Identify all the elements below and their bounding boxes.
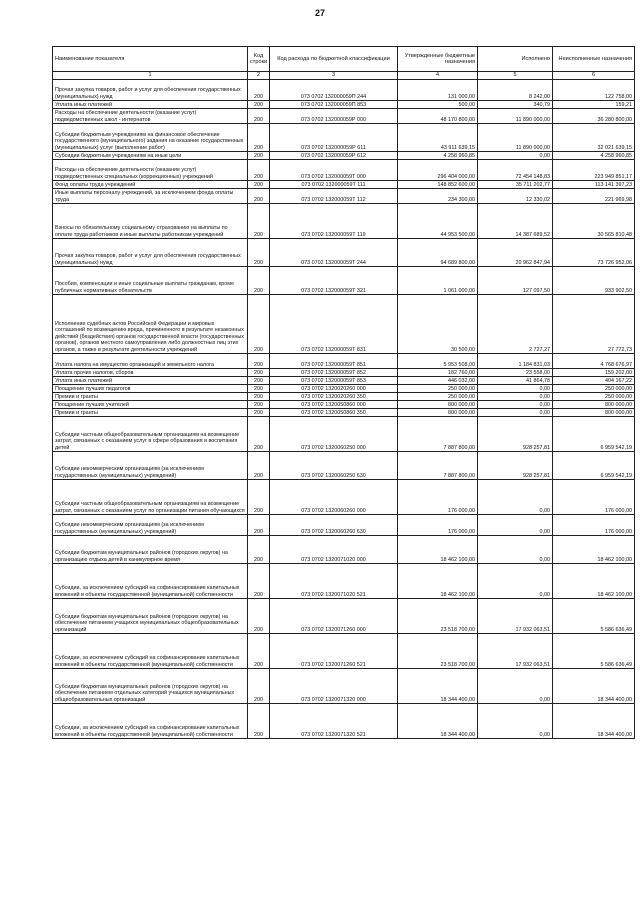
row-remaining: 18 344 400,00 xyxy=(553,704,635,739)
row-budget-code: 073 0702 1320071260 000 xyxy=(270,599,398,634)
row-budget-code: 073 0702 1320071020 000 xyxy=(270,536,398,564)
row-line-code: 200 xyxy=(248,704,270,739)
row-executed: 12 330,02 xyxy=(478,189,553,204)
row-executed: 20 962 847,94 xyxy=(478,239,553,267)
table-row xyxy=(53,181,635,189)
row-indicator-name: Поощрение лучших педагогов xyxy=(53,385,248,393)
row-line-code: 200 xyxy=(248,480,270,515)
table-row xyxy=(53,204,635,239)
header-row xyxy=(53,47,635,72)
header-line-code: Код строки xyxy=(248,47,270,72)
row-approved: 500,00 xyxy=(398,101,478,109)
row-budget-code: 073 0702 132000059Р 000 xyxy=(270,109,398,124)
row-indicator-name: Субсидии, за исключением субсидий на софинансирование капитальных вложений в объекты государственной (муниципальной) собственности xyxy=(53,634,248,669)
row-indicator-name: Субсидии бюджетам муниципальных районов (городских округов) на организацию отдыха детей в каникулярное время xyxy=(53,536,248,564)
row-executed: 127 097,50 xyxy=(478,267,553,295)
row-executed: 0,00 xyxy=(478,409,553,417)
row-budget-code: 073 0702 1320050860 000 xyxy=(270,401,398,409)
row-remaining: 5 586 636,49 xyxy=(553,599,635,634)
table-row xyxy=(53,536,635,564)
row-remaining: 32 021 639,15 xyxy=(553,124,635,152)
header-approved: Утвержденные бюджетные назначения xyxy=(398,47,478,72)
row-approved: 18 344 400,00 xyxy=(398,669,478,704)
row-executed: 2 727,27 xyxy=(478,295,553,354)
row-approved: 44 953 500,00 xyxy=(398,204,478,239)
row-executed: 17 932 063,51 xyxy=(478,599,553,634)
row-executed: 72 454 148,83 xyxy=(478,160,553,181)
row-approved: 176 000,00 xyxy=(398,480,478,515)
row-executed: 0,00 xyxy=(478,564,553,599)
row-indicator-name: Субсидии некоммерческим организациям (за исключением государственных (муниципальных) учреждений) xyxy=(53,515,248,536)
row-approved: 5 953 508,00 xyxy=(398,354,478,369)
row-approved: 234 300,00 xyxy=(398,189,478,204)
row-approved: 94 689 800,00 xyxy=(398,239,478,267)
row-remaining: 5 586 636,49 xyxy=(553,634,635,669)
row-budget-code: 073 0702 1320071020 521 xyxy=(270,564,398,599)
row-remaining: 250 000,00 xyxy=(553,385,635,393)
row-approved: 296 404 000,00 xyxy=(398,160,478,181)
row-remaining: 73 726 952,06 xyxy=(553,239,635,267)
row-indicator-name: Уплата налога на имущество организаций и земельного налога xyxy=(53,354,248,369)
row-executed: 928 257,81 xyxy=(478,452,553,480)
row-approved: 23 518 700,00 xyxy=(398,599,478,634)
row-indicator-name: Иные выплаты персоналу учреждений, за исключением фонда оплаты труда xyxy=(53,189,248,204)
row-line-code: 200 xyxy=(248,109,270,124)
row-line-code: 200 xyxy=(248,124,270,152)
table-row xyxy=(53,354,635,369)
row-remaining: 176 000,00 xyxy=(553,480,635,515)
row-executed: 928 257,81 xyxy=(478,417,553,452)
row-indicator-name: Расходы на обеспечение деятельности (оказание услуг) подведомственных специальных (коррекционных) учреждений xyxy=(53,160,248,181)
row-line-code: 200 xyxy=(248,369,270,377)
row-approved: 18 462 100,00 xyxy=(398,564,478,599)
row-indicator-name: Премии и гранты xyxy=(53,393,248,401)
table-row xyxy=(53,295,635,354)
row-indicator-name: Прочая закупка товаров, работ и услуг для обеспечения государственных (муниципальных) нужд xyxy=(53,239,248,267)
table-row xyxy=(53,515,635,536)
row-line-code: 200 xyxy=(248,160,270,181)
column-number: 1 xyxy=(53,72,248,80)
table-row xyxy=(53,393,635,401)
row-executed: 0,00 xyxy=(478,401,553,409)
row-approved: 800 000,00 xyxy=(398,401,478,409)
table-row xyxy=(53,669,635,704)
row-budget-code: 073 0702 132000059Т 112 xyxy=(270,189,398,204)
row-executed: 0,00 xyxy=(478,480,553,515)
row-budget-code: 073 0702 132000059Р 612 xyxy=(270,152,398,160)
row-remaining: 800 000,00 xyxy=(553,401,635,409)
row-line-code: 200 xyxy=(248,393,270,401)
row-approved: 48 170 800,00 xyxy=(398,109,478,124)
row-remaining: 30 565 810,48 xyxy=(553,204,635,239)
row-remaining: 36 280 800,00 xyxy=(553,109,635,124)
row-remaining: 18 344 400,00 xyxy=(553,669,635,704)
column-number: 3 xyxy=(270,72,398,80)
row-remaining: 223 949 851,17 xyxy=(553,160,635,181)
row-indicator-name: Субсидии, за исключением субсидий на софинансирование капитальных вложений в объекты государственной (муниципальной) собственности xyxy=(53,564,248,599)
row-budget-code: 073 0702 1320071320 000 xyxy=(270,669,398,704)
row-indicator-name: Исполнение судебных актов Российской Федерации и мировых соглашений по возмещению вреда, причиненного в результате незаконных действий (бездействия) органов государственной власти (государственных органов), органов местного самоуправления либо должностных лиц этих органов, а также в результате деятельности учреждений xyxy=(53,295,248,354)
row-budget-code: 073 0702 1320071260 521 xyxy=(270,634,398,669)
table-row xyxy=(53,704,635,739)
row-approved: 800 000,00 xyxy=(398,409,478,417)
row-indicator-name: Уплата прочих налогов, сборов xyxy=(53,369,248,377)
row-indicator-name: Пособия, компенсации и иные социальные выплаты гражданам, кроме публичных нормативных обязательств xyxy=(53,267,248,295)
budget-execution-table xyxy=(52,46,635,739)
row-budget-code: 073 0702 132000059Т 244 xyxy=(270,239,398,267)
row-indicator-name: Субсидии бюджетам муниципальных районов (городских округов) на обеспечение питанием отдельных категорий учащихся муниципальных общеобразовательных организаций xyxy=(53,669,248,704)
row-indicator-name: Субсидии, за исключением субсидий на софинансирование капитальных вложений в объекты государственной (муниципальной) собственности xyxy=(53,704,248,739)
row-line-code: 200 xyxy=(248,669,270,704)
row-indicator-name: Взносы по обязательному социальному страхованию на выплаты по оплате труда работников и иные выплаты работникам учреждений xyxy=(53,204,248,239)
row-remaining: 800 000,00 xyxy=(553,409,635,417)
row-remaining: 250 000,00 xyxy=(553,393,635,401)
row-line-code: 200 xyxy=(248,295,270,354)
row-budget-code: 073 0702 132000059Т 119 xyxy=(270,204,398,239)
row-executed: 0,00 xyxy=(478,385,553,393)
table-row xyxy=(53,599,635,634)
row-indicator-name: Прочая закупка товаров, работ и услуг для обеспечения государственных (муниципальных) нужд xyxy=(53,80,248,101)
row-executed: 0,00 xyxy=(478,152,553,160)
row-approved: 182 760,00 xyxy=(398,369,478,377)
table-row xyxy=(53,417,635,452)
table-row xyxy=(53,160,635,181)
page-number: 27 xyxy=(314,8,325,18)
row-budget-code: 073 0702 1320071320 521 xyxy=(270,704,398,739)
table-row xyxy=(53,189,635,204)
row-line-code: 200 xyxy=(248,377,270,385)
row-budget-code: 073 0702 1320060250 000 xyxy=(270,417,398,452)
row-indicator-name: Фонд оплаты труда учреждений xyxy=(53,181,248,189)
header-indicator-name: Наименование показателя xyxy=(53,47,248,72)
table-row xyxy=(53,152,635,160)
table-row xyxy=(53,109,635,124)
row-executed: 35 711 202,77 xyxy=(478,181,553,189)
row-line-code: 200 xyxy=(248,239,270,267)
header-executed: Исполнено xyxy=(478,47,553,72)
row-budget-code: 073 0702 132000059Т 831 xyxy=(270,295,398,354)
row-approved: 446 032,00 xyxy=(398,377,478,385)
row-executed: 17 932 063,51 xyxy=(478,634,553,669)
table-row xyxy=(53,401,635,409)
row-approved: 4 258 960,85 xyxy=(398,152,478,160)
table-row xyxy=(53,480,635,515)
row-approved: 7 887 800,00 xyxy=(398,417,478,452)
column-number: 4 xyxy=(398,72,478,80)
row-approved: 148 852 600,00 xyxy=(398,181,478,189)
row-budget-code: 073 0702 132000059Т 000 xyxy=(270,160,398,181)
row-indicator-name: Субсидии бюджетным учреждениям на иные цели xyxy=(53,152,248,160)
table-row xyxy=(53,101,635,109)
row-budget-code: 073 0702 132000059П 853 xyxy=(270,101,398,109)
row-line-code: 200 xyxy=(248,267,270,295)
row-executed: 14 387 689,52 xyxy=(478,204,553,239)
row-executed: 0,00 xyxy=(478,393,553,401)
row-executed: 41 864,78 xyxy=(478,377,553,385)
row-executed: 1 184 831,03 xyxy=(478,354,553,369)
row-approved: 43 911 639,15 xyxy=(398,124,478,152)
row-executed: 0,00 xyxy=(478,515,553,536)
row-line-code: 200 xyxy=(248,417,270,452)
column-number-row xyxy=(53,72,635,80)
row-remaining: 18 462 100,00 xyxy=(553,536,635,564)
row-indicator-name: Субсидии частным общеобразовательным организациям на возмещение затрат, связанных с оказанием услуг в сфере образования и воспитания детей xyxy=(53,417,248,452)
row-executed: 23 558,00 xyxy=(478,369,553,377)
row-budget-code: 073 0702 132000059Т 111 xyxy=(270,181,398,189)
row-line-code: 200 xyxy=(248,354,270,369)
row-budget-code: 073 0702 132000059Т 852 xyxy=(270,369,398,377)
row-budget-code: 073 0702 132000059П 244 xyxy=(270,80,398,101)
row-remaining: 113 141 397,23 xyxy=(553,181,635,189)
row-executed: 0,00 xyxy=(478,669,553,704)
row-approved: 250 000,00 xyxy=(398,393,478,401)
row-remaining: 18 462 100,00 xyxy=(553,564,635,599)
row-remaining: 27 772,73 xyxy=(553,295,635,354)
row-budget-code: 073 0702 132000059Т 853 xyxy=(270,377,398,385)
row-remaining: 404 167,22 xyxy=(553,377,635,385)
table-row xyxy=(53,452,635,480)
table-row xyxy=(53,369,635,377)
table-row xyxy=(53,409,635,417)
row-approved: 18 462 100,00 xyxy=(398,536,478,564)
row-remaining: 6 959 542,19 xyxy=(553,452,635,480)
row-budget-code: 073 0702 132000059Р 611 xyxy=(270,124,398,152)
row-budget-code: 073 0702 132000059Т 321 xyxy=(270,267,398,295)
row-approved: 18 344 400,00 xyxy=(398,704,478,739)
column-number: 2 xyxy=(248,72,270,80)
row-indicator-name: Премии и гранты xyxy=(53,409,248,417)
row-executed: 11 890 000,00 xyxy=(478,124,553,152)
row-remaining: 6 959 542,19 xyxy=(553,417,635,452)
row-indicator-name: Субсидии бюджетам муниципальных районов (городских округов) на обеспечение питанием учащихся муниципальных общеобразовательных организаций xyxy=(53,599,248,634)
row-approved: 7 887 800,00 xyxy=(398,452,478,480)
table-row xyxy=(53,239,635,267)
row-line-code: 200 xyxy=(248,189,270,204)
row-executed: 0,00 xyxy=(478,536,553,564)
column-number: 6 xyxy=(553,72,635,80)
row-approved: 1 061 000,00 xyxy=(398,267,478,295)
row-remaining: 933 902,50 xyxy=(553,267,635,295)
row-indicator-name: Расходы на обеспечение деятельности (оказание услуг) подведомственных школ - интернатов xyxy=(53,109,248,124)
row-executed: 340,79 xyxy=(478,101,553,109)
row-executed: 0,00 xyxy=(478,704,553,739)
row-line-code: 200 xyxy=(248,409,270,417)
column-number: 5 xyxy=(478,72,553,80)
row-approved: 30 500,00 xyxy=(398,295,478,354)
row-approved: 23 518 700,00 xyxy=(398,634,478,669)
table-body xyxy=(53,80,635,739)
row-indicator-name: Поощрение лучших учителей xyxy=(53,401,248,409)
row-executed: 8 242,00 xyxy=(478,80,553,101)
row-approved: 250 000,00 xyxy=(398,385,478,393)
row-executed: 11 890 000,00 xyxy=(478,109,553,124)
row-indicator-name: Субсидии бюджетным учреждениям на финансовое обеспечение государственного (муниципального) задания на оказание государственных (муниципальных) услуг (выполнение работ) xyxy=(53,124,248,152)
row-remaining: 159 202,00 xyxy=(553,369,635,377)
row-approved: 131 000,00 xyxy=(398,80,478,101)
row-line-code: 200 xyxy=(248,101,270,109)
row-remaining: 221 969,98 xyxy=(553,189,635,204)
row-budget-code: 073 0702 132000059Т 851 xyxy=(270,354,398,369)
row-budget-code: 073 0702 1320060260 630 xyxy=(270,515,398,536)
table-row xyxy=(53,634,635,669)
row-line-code: 200 xyxy=(248,536,270,564)
row-line-code: 200 xyxy=(248,401,270,409)
row-indicator-name: Уплата иных платежей xyxy=(53,377,248,385)
table-row xyxy=(53,564,635,599)
row-remaining: 176 000,00 xyxy=(553,515,635,536)
row-line-code: 200 xyxy=(248,599,270,634)
row-budget-code: 073 0702 1320020260 350 xyxy=(270,393,398,401)
row-line-code: 200 xyxy=(248,385,270,393)
table-row xyxy=(53,267,635,295)
table-row xyxy=(53,124,635,152)
row-approved: 176 000,00 xyxy=(398,515,478,536)
row-budget-code: 073 0702 1320050860 350 xyxy=(270,409,398,417)
row-line-code: 200 xyxy=(248,152,270,160)
row-remaining: 4 258 960,85 xyxy=(553,152,635,160)
row-line-code: 200 xyxy=(248,452,270,480)
row-budget-code: 073 0702 1320020260 000 xyxy=(270,385,398,393)
table-row xyxy=(53,385,635,393)
row-remaining: 122 758,00 xyxy=(553,80,635,101)
row-remaining: 4 768 676,97 xyxy=(553,354,635,369)
row-indicator-name: Субсидии частным общеобразовательным организациям на возмещение затрат, связанных с оказанием услуг по организации питания обучающихся xyxy=(53,480,248,515)
row-line-code: 200 xyxy=(248,515,270,536)
table-row xyxy=(53,80,635,101)
header-budget-code: Код расхода по бюджетной классификации xyxy=(270,47,398,72)
table-row xyxy=(53,377,635,385)
row-line-code: 200 xyxy=(248,181,270,189)
row-line-code: 200 xyxy=(248,634,270,669)
row-budget-code: 073 0702 1320060260 000 xyxy=(270,480,398,515)
row-line-code: 200 xyxy=(248,564,270,599)
row-line-code: 200 xyxy=(248,80,270,101)
row-remaining: 159,21 xyxy=(553,101,635,109)
row-budget-code: 073 0702 1320060250 630 xyxy=(270,452,398,480)
row-line-code: 200 xyxy=(248,204,270,239)
header-remaining: Неисполненные назначения xyxy=(553,47,635,72)
row-indicator-name: Уплата иных платежей xyxy=(53,101,248,109)
row-indicator-name: Субсидии некоммерческим организациям (за исключением государственных (муниципальных) учреждений) xyxy=(53,452,248,480)
